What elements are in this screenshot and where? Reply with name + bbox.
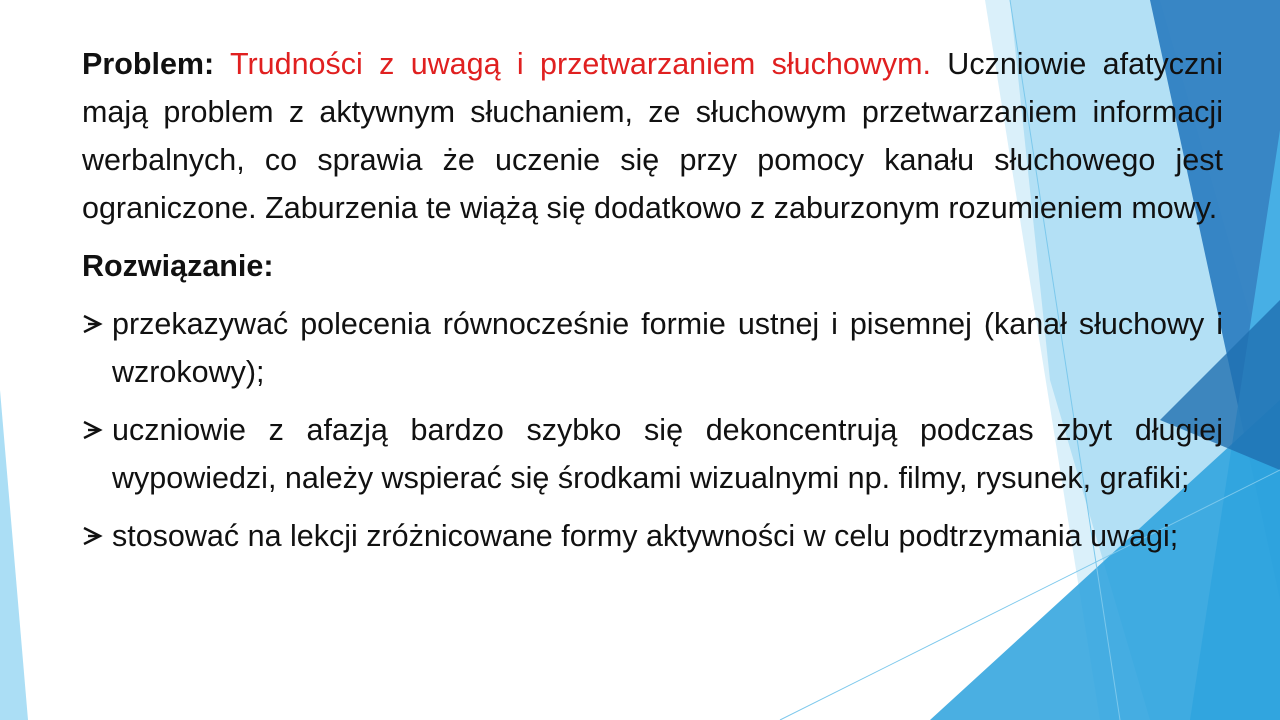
left-edge-shape — [0, 390, 28, 720]
solution-list — [82, 300, 1223, 560]
list-item — [82, 300, 1223, 396]
list-item — [82, 406, 1223, 502]
problem-label: Problem: — [82, 47, 215, 81]
problem-paragraph — [82, 40, 1223, 232]
problem-text: Uczniowie afatyczni mają problem z aktywnym słuchaniem, ze słuchowym przetwarzaniem informacji werbalnych, co sprawia że uczenie się przy pomocy kanału słuchowego jest ograniczone. Zaburzenia te wiążą się dodatkowo z zaburzonym rozumieniem mowy. — [82, 47, 1223, 225]
list-item-text: stosować na lekcji zróżnicowane formy aktywności w celu podtrzymania uwagi; — [112, 519, 1179, 553]
arrow-bullet-icon — [82, 420, 104, 440]
arrow-bullet-icon — [82, 314, 104, 334]
slide-content — [82, 40, 1223, 570]
arrow-bullet-icon — [82, 526, 104, 546]
list-item-text: przekazywać polecenia równocześnie formie ustnej i pisemnej (kanał słuchowy i wzrokowy); — [112, 307, 1223, 389]
solution-heading: Rozwiązanie: — [82, 249, 274, 283]
problem-highlight: Trudności z uwagą i przetwarzaniem słuchowym. — [229, 47, 931, 81]
list-item — [82, 512, 1223, 560]
list-item-text: uczniowie z afazją bardzo szybko się dekoncentrują podczas zbyt długiej wypowiedzi, należy wspierać się środkami wizualnymi np. filmy, rysunek, grafiki; — [112, 413, 1223, 495]
